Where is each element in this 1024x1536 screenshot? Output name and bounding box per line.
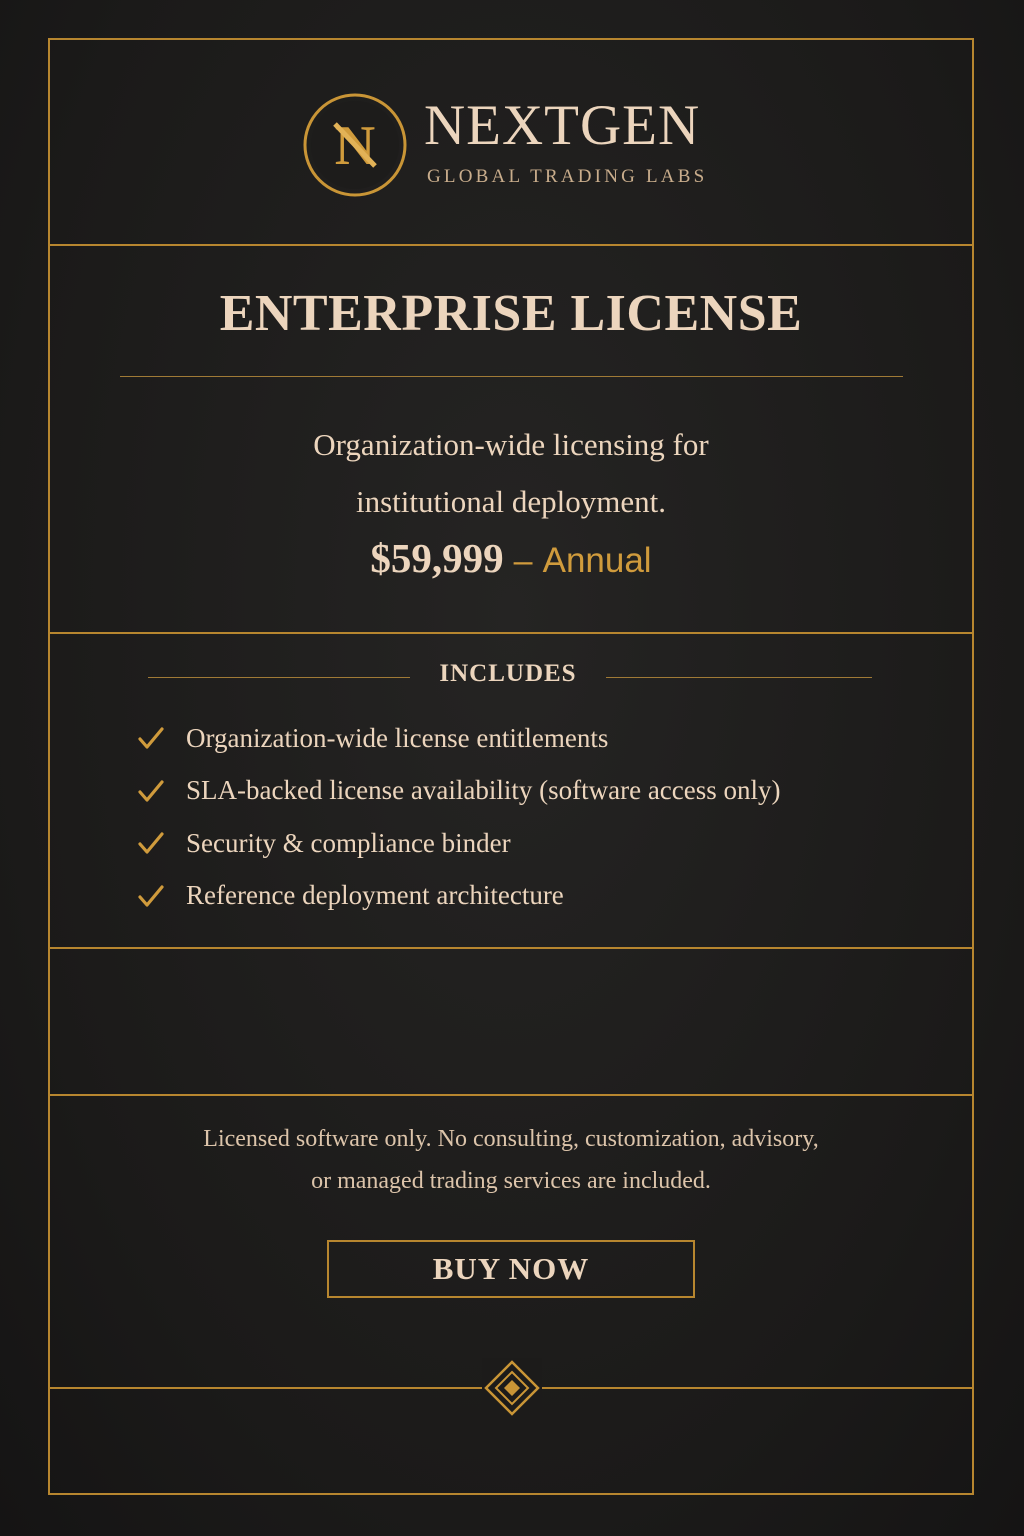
- description-line-2: institutional deployment.: [356, 484, 666, 519]
- brand-logo: [302, 92, 742, 202]
- brand-tagline: GLOBAL TRADING LABS: [427, 166, 708, 187]
- divider-header: [48, 244, 974, 246]
- includes-rule-left: [148, 677, 410, 678]
- plan-title: ENTERPRISE LICENSE: [219, 285, 803, 342]
- disclaimer: [48, 1118, 974, 1202]
- price-separator: –: [513, 542, 533, 580]
- includes-label: INCLUDES: [439, 660, 577, 687]
- feature-item: [136, 765, 936, 818]
- feature-text: Security & compliance binder: [186, 827, 511, 858]
- description-line-1: Organization-wide licensing for: [313, 427, 709, 462]
- feature-item: [136, 870, 936, 923]
- checkmark-icon: [136, 828, 166, 858]
- price-line: [48, 534, 974, 582]
- feature-text: SLA-backed license availability (software access only): [186, 775, 781, 806]
- checkmark-icon: [136, 776, 166, 806]
- diamond-ornament-icon: [482, 1358, 542, 1418]
- divider-includes: [48, 947, 974, 949]
- feature-text: Reference deployment architecture: [186, 880, 564, 911]
- brand-name: NEXTGEN: [424, 94, 701, 157]
- plan-price: $59,999: [370, 535, 504, 581]
- includes-heading: [148, 660, 872, 696]
- billing-term: Annual: [542, 541, 652, 580]
- includes-rule-right: [606, 677, 872, 678]
- buy-now-button[interactable]: BUY NOW: [327, 1240, 695, 1298]
- divider-pricing: [48, 632, 974, 634]
- plan-description: [48, 416, 974, 530]
- checkmark-icon: [136, 723, 166, 753]
- feature-list: [136, 712, 936, 922]
- disclaimer-line-2: or managed trading services are included.: [311, 1168, 711, 1194]
- emblem-letter: N: [334, 115, 376, 177]
- feature-item: [136, 712, 936, 765]
- feature-item: [136, 817, 936, 870]
- divider-empty: [48, 1094, 974, 1096]
- n-monogram-icon: [302, 92, 408, 198]
- feature-text: Organization-wide license entitlements: [186, 722, 609, 753]
- title-underline: [120, 376, 903, 377]
- disclaimer-line-1: Licensed software only. No consulting, customization, advisory,: [203, 1126, 819, 1152]
- checkmark-icon: [136, 881, 166, 911]
